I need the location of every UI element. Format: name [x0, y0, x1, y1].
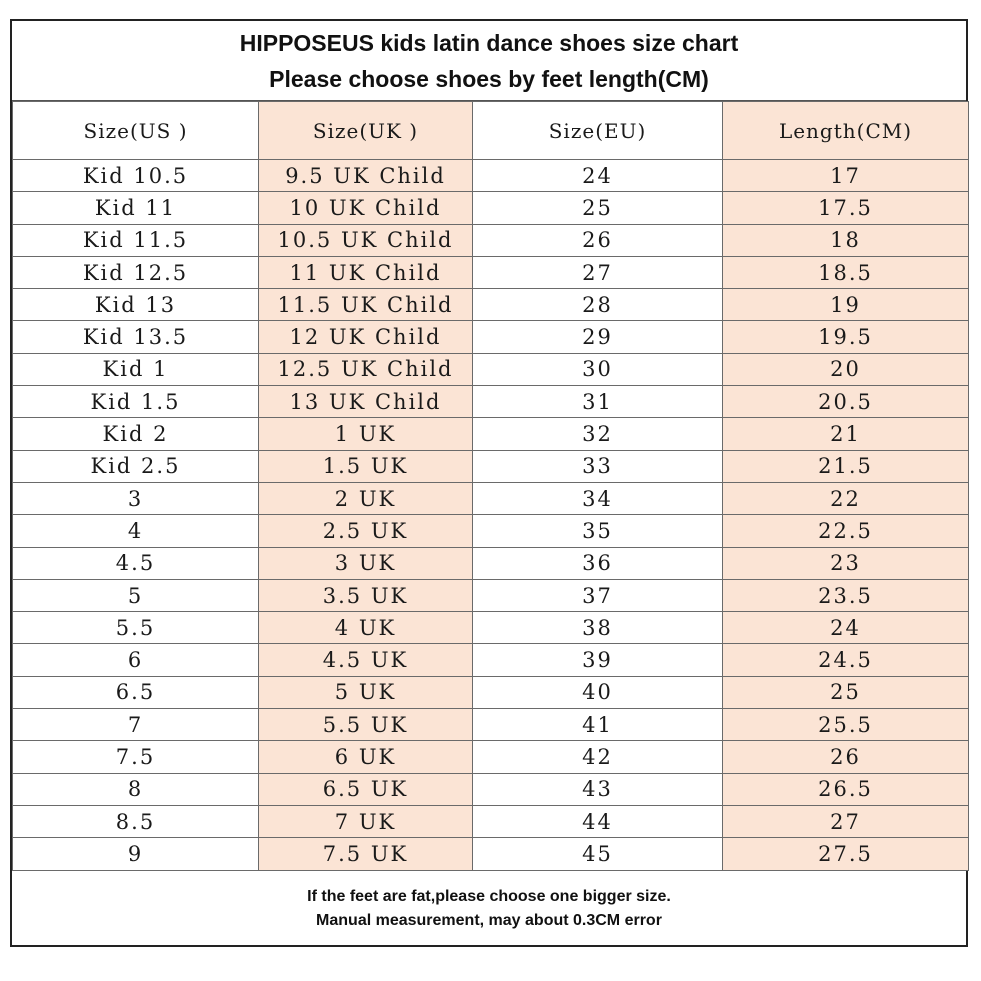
- cell-length-cm: 19.5: [723, 321, 969, 353]
- cell-length-cm: 26: [723, 741, 969, 773]
- cell-length-cm: 26.5: [723, 773, 969, 805]
- cell-size-us: Kid 2.5: [13, 450, 259, 482]
- cell-size-eu: 42: [473, 741, 723, 773]
- footer-note-fat-feet: If the feet are fat,please choose one bigger size.: [307, 888, 671, 905]
- cell-length-cm: 18.5: [723, 256, 969, 288]
- table-row: [13, 805, 969, 837]
- cell-size-eu: 37: [473, 579, 723, 611]
- cell-length-cm: 27: [723, 805, 969, 837]
- cell-size-us: Kid 10.5: [13, 160, 259, 192]
- cell-length-cm: 21.5: [723, 450, 969, 482]
- cell-size-uk: 5 UK: [259, 676, 473, 708]
- cell-size-us: 6: [13, 644, 259, 676]
- cell-size-uk: 1.5 UK: [259, 450, 473, 482]
- cell-size-uk: 9.5 UK Child: [259, 160, 473, 192]
- header-size-us: Size(US ): [13, 102, 259, 160]
- cell-length-cm: 17.5: [723, 192, 969, 224]
- header-length-cm: Length(CM): [723, 102, 969, 160]
- cell-size-eu: 25: [473, 192, 723, 224]
- cell-size-us: 5: [13, 579, 259, 611]
- cell-size-us: Kid 1.5: [13, 386, 259, 418]
- cell-size-us: 3: [13, 482, 259, 514]
- table-row: [13, 579, 969, 611]
- cell-size-eu: 24: [473, 160, 723, 192]
- cell-size-eu: 38: [473, 612, 723, 644]
- cell-size-eu: 44: [473, 805, 723, 837]
- cell-size-eu: 41: [473, 709, 723, 741]
- cell-length-cm: 18: [723, 224, 969, 256]
- cell-length-cm: 25: [723, 676, 969, 708]
- cell-size-uk: 1 UK: [259, 418, 473, 450]
- table-row: [13, 515, 969, 547]
- cell-size-us: 5.5: [13, 612, 259, 644]
- cell-length-cm: 24.5: [723, 644, 969, 676]
- table-row: [13, 676, 969, 708]
- cell-size-uk: 2 UK: [259, 482, 473, 514]
- cell-length-cm: 17: [723, 160, 969, 192]
- cell-length-cm: 24: [723, 612, 969, 644]
- cell-length-cm: 22: [723, 482, 969, 514]
- cell-size-us: 7: [13, 709, 259, 741]
- cell-size-eu: 27: [473, 256, 723, 288]
- cell-size-eu: 30: [473, 353, 723, 385]
- cell-length-cm: 20: [723, 353, 969, 385]
- cell-size-uk: 6.5 UK: [259, 773, 473, 805]
- cell-size-uk: 4.5 UK: [259, 644, 473, 676]
- cell-size-us: 8.5: [13, 805, 259, 837]
- cell-size-uk: 10 UK Child: [259, 192, 473, 224]
- cell-size-us: 6.5: [13, 676, 259, 708]
- table-row: [13, 838, 969, 870]
- cell-size-us: 7.5: [13, 741, 259, 773]
- cell-size-uk: 3.5 UK: [259, 579, 473, 611]
- table-row: [13, 612, 969, 644]
- cell-length-cm: 20.5: [723, 386, 969, 418]
- cell-length-cm: 23.5: [723, 579, 969, 611]
- cell-size-uk: 4 UK: [259, 612, 473, 644]
- cell-size-us: 8: [13, 773, 259, 805]
- header-size-eu: Size(EU): [473, 102, 723, 160]
- table-row: [13, 321, 969, 353]
- cell-size-eu: 33: [473, 450, 723, 482]
- table-row: [13, 644, 969, 676]
- cell-size-eu: 39: [473, 644, 723, 676]
- table-row: [13, 289, 969, 321]
- cell-size-us: Kid 11: [13, 192, 259, 224]
- table-row: [13, 224, 969, 256]
- cell-length-cm: 19: [723, 289, 969, 321]
- cell-size-uk: 3 UK: [259, 547, 473, 579]
- cell-size-eu: 28: [473, 289, 723, 321]
- cell-size-eu: 26: [473, 224, 723, 256]
- cell-size-us: Kid 13.5: [13, 321, 259, 353]
- cell-size-eu: 34: [473, 482, 723, 514]
- cell-size-us: Kid 1: [13, 353, 259, 385]
- chart-subtitle: Please choose shoes by feet length(CM): [269, 66, 709, 92]
- table-row: [13, 741, 969, 773]
- cell-size-us: 4: [13, 515, 259, 547]
- cell-size-uk: 11.5 UK Child: [259, 289, 473, 321]
- table-row: [13, 353, 969, 385]
- cell-size-uk: 5.5 UK: [259, 709, 473, 741]
- chart-footer: [12, 871, 966, 945]
- cell-size-eu: 31: [473, 386, 723, 418]
- table-row: [13, 482, 969, 514]
- cell-size-us: 4.5: [13, 547, 259, 579]
- table-body: [13, 160, 969, 871]
- cell-size-uk: 2.5 UK: [259, 515, 473, 547]
- chart-title: HIPPOSEUS kids latin dance shoes size chart: [239, 30, 739, 56]
- cell-size-eu: 29: [473, 321, 723, 353]
- cell-size-uk: 10.5 UK Child: [259, 224, 473, 256]
- cell-size-us: Kid 13: [13, 289, 259, 321]
- table-row: [13, 450, 969, 482]
- cell-size-eu: 35: [473, 515, 723, 547]
- table-header-row: [13, 102, 969, 160]
- table-row: [13, 160, 969, 192]
- cell-size-eu: 43: [473, 773, 723, 805]
- size-chart: [10, 19, 968, 947]
- cell-length-cm: 22.5: [723, 515, 969, 547]
- cell-size-uk: 11 UK Child: [259, 256, 473, 288]
- cell-size-uk: 13 UK Child: [259, 386, 473, 418]
- cell-size-eu: 40: [473, 676, 723, 708]
- header-size-uk: Size(UK ): [259, 102, 473, 160]
- table-row: [13, 709, 969, 741]
- table-row: [13, 386, 969, 418]
- cell-size-uk: 7.5 UK: [259, 838, 473, 870]
- cell-size-us: 9: [13, 838, 259, 870]
- cell-size-eu: 45: [473, 838, 723, 870]
- table-row: [13, 773, 969, 805]
- table-row: [13, 418, 969, 450]
- cell-size-us: Kid 11.5: [13, 224, 259, 256]
- cell-length-cm: 25.5: [723, 709, 969, 741]
- chart-header: [12, 21, 966, 101]
- cell-length-cm: 23: [723, 547, 969, 579]
- table-row: [13, 547, 969, 579]
- table-row: [13, 192, 969, 224]
- cell-size-eu: 36: [473, 547, 723, 579]
- cell-size-uk: 6 UK: [259, 741, 473, 773]
- size-table: [12, 101, 969, 871]
- cell-length-cm: 27.5: [723, 838, 969, 870]
- table-row: [13, 256, 969, 288]
- cell-size-us: Kid 12.5: [13, 256, 259, 288]
- cell-size-uk: 12 UK Child: [259, 321, 473, 353]
- cell-size-uk: 7 UK: [259, 805, 473, 837]
- cell-length-cm: 21: [723, 418, 969, 450]
- cell-size-uk: 12.5 UK Child: [259, 353, 473, 385]
- footer-note-measurement: Manual measurement, may about 0.3CM error: [316, 912, 662, 929]
- cell-size-eu: 32: [473, 418, 723, 450]
- cell-size-us: Kid 2: [13, 418, 259, 450]
